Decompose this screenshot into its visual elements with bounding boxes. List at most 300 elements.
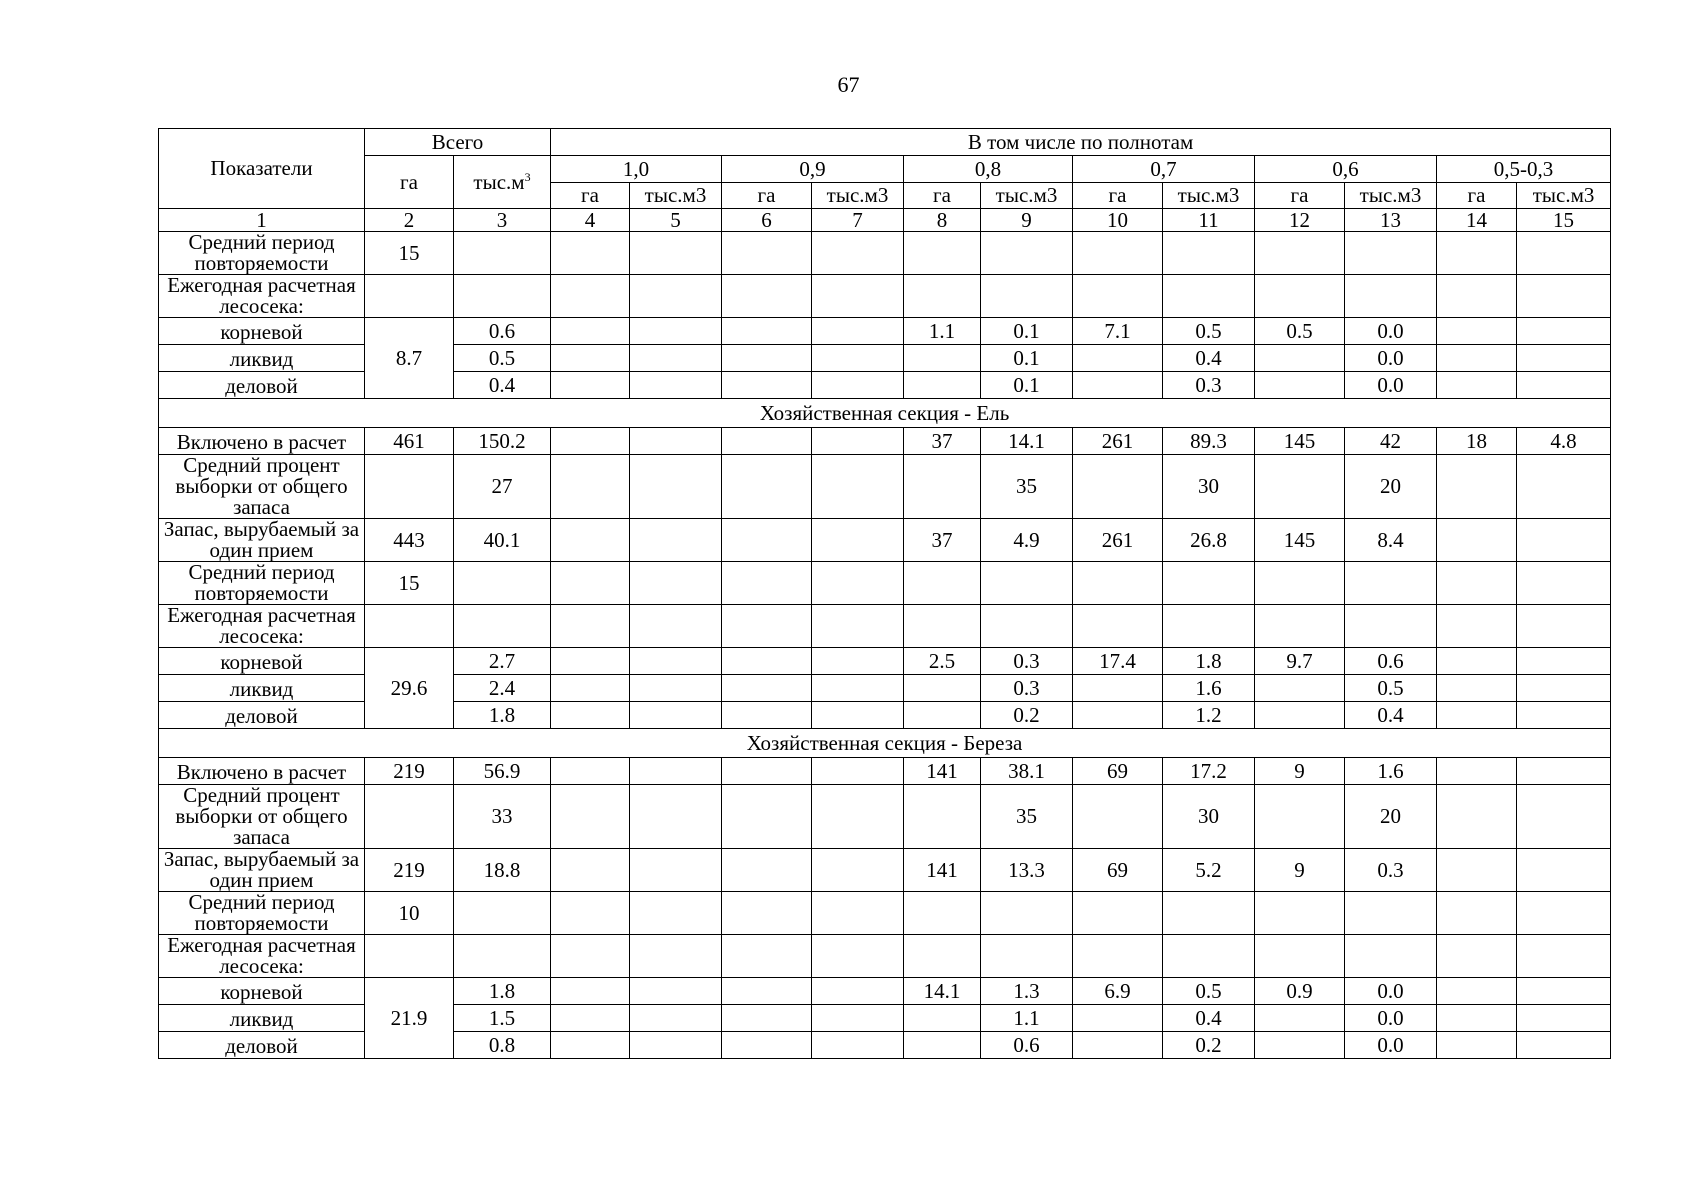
table-cell	[1255, 702, 1345, 729]
table-cell	[454, 275, 551, 318]
table-cell	[1345, 605, 1437, 648]
table-cell: 20	[1345, 455, 1437, 519]
table-cell	[1517, 892, 1611, 935]
table-cell	[551, 372, 630, 399]
table-cell: 261	[1073, 519, 1163, 562]
table-cell: 1.2	[1163, 702, 1255, 729]
column-number: 4	[551, 209, 630, 232]
table-cell	[630, 758, 722, 785]
table-cell	[551, 428, 630, 455]
row-label: ликвид	[159, 345, 365, 372]
table-cell	[904, 1005, 981, 1032]
column-number: 9	[981, 209, 1073, 232]
table-row	[159, 849, 1611, 892]
table-cell	[630, 978, 722, 1005]
header-total-ha: га	[365, 156, 454, 209]
table-cell	[1437, 562, 1517, 605]
table-cell	[630, 232, 722, 275]
table-cell	[904, 605, 981, 648]
header-density: 0,6	[1255, 156, 1437, 183]
table-cell	[812, 562, 904, 605]
column-number: 13	[1345, 209, 1437, 232]
table-cell: 1.6	[1163, 675, 1255, 702]
table-cell: 141	[904, 849, 981, 892]
table-cell	[630, 519, 722, 562]
column-number: 2	[365, 209, 454, 232]
table-cell: 27	[454, 455, 551, 519]
table-cell	[630, 455, 722, 519]
table-cell	[904, 702, 981, 729]
table-cell	[1255, 372, 1345, 399]
row-label: Средний процент выборки от общего запаса	[159, 455, 365, 519]
table-cell	[1517, 232, 1611, 275]
table-cell	[551, 648, 630, 675]
column-numbers-row	[159, 209, 1611, 232]
table-cell: 1.5	[454, 1005, 551, 1032]
header-unit-volume: тыс.м3	[1163, 183, 1255, 209]
table-cell	[551, 318, 630, 345]
table-cell	[551, 758, 630, 785]
table-cell	[1163, 275, 1255, 318]
table-cell	[722, 758, 812, 785]
table-cell	[812, 758, 904, 785]
table-cell	[812, 519, 904, 562]
table-cell	[1517, 935, 1611, 978]
table-cell	[1255, 455, 1345, 519]
column-number: 8	[904, 209, 981, 232]
table-cell	[812, 978, 904, 1005]
table-cell	[630, 785, 722, 849]
table-cell	[1255, 345, 1345, 372]
table-cell	[812, 318, 904, 345]
table-cell	[1255, 605, 1345, 648]
table-cell	[904, 275, 981, 318]
table-cell: 0.6	[1345, 648, 1437, 675]
table-cell	[454, 562, 551, 605]
table-cell: 20	[1345, 785, 1437, 849]
table-cell	[722, 372, 812, 399]
table-cell	[1073, 785, 1163, 849]
table-cell	[1517, 1032, 1611, 1059]
table-cell: 0.3	[1163, 372, 1255, 399]
row-label: деловой	[159, 1032, 365, 1059]
table-cell	[722, 605, 812, 648]
table-cell: 2.5	[904, 648, 981, 675]
header-unit-ha: га	[1255, 183, 1345, 209]
header-density: 1,0	[551, 156, 722, 183]
table-row	[159, 785, 1611, 849]
header-unit-ha: га	[551, 183, 630, 209]
table-cell	[1437, 318, 1517, 345]
table-cell	[1437, 758, 1517, 785]
table-cell	[630, 605, 722, 648]
table-cell	[981, 232, 1073, 275]
table-cell	[1517, 318, 1611, 345]
table-cell	[1517, 455, 1611, 519]
column-number: 3	[454, 209, 551, 232]
table-cell: 69	[1073, 758, 1163, 785]
table-cell	[1517, 372, 1611, 399]
section-title: Хозяйственная секция - Береза	[159, 729, 1611, 758]
table-cell	[551, 275, 630, 318]
table-cell: 0.4	[1163, 1005, 1255, 1032]
table-cell	[1437, 935, 1517, 978]
table-cell: 0.6	[981, 1032, 1073, 1059]
table-cell: 0.2	[981, 702, 1073, 729]
table-cell	[365, 455, 454, 519]
table-cell: 9.7	[1255, 648, 1345, 675]
table-cell: 7.1	[1073, 318, 1163, 345]
table-cell	[904, 935, 981, 978]
table-cell	[981, 605, 1073, 648]
table-cell	[722, 562, 812, 605]
table-cell: 0.1	[981, 345, 1073, 372]
table-cell	[1437, 275, 1517, 318]
table-cell	[1437, 978, 1517, 1005]
table-cell	[1073, 892, 1163, 935]
table-cell: 37	[904, 428, 981, 455]
table-cell: 2.7	[454, 648, 551, 675]
table-cell	[454, 935, 551, 978]
table-cell	[904, 562, 981, 605]
table-cell: 4.8	[1517, 428, 1611, 455]
header-unit-volume: тыс.м3	[981, 183, 1073, 209]
table-cell	[812, 1032, 904, 1059]
table-row	[159, 428, 1611, 455]
table-cell	[1073, 562, 1163, 605]
table-row	[159, 758, 1611, 785]
table-cell: 18.8	[454, 849, 551, 892]
table-cell	[1437, 648, 1517, 675]
table-cell	[551, 1032, 630, 1059]
table-cell	[812, 785, 904, 849]
table-cell: 0.0	[1345, 345, 1437, 372]
table-cell: 0.3	[981, 675, 1073, 702]
table-cell	[630, 935, 722, 978]
table-cell	[1437, 849, 1517, 892]
cutting-area-table	[158, 128, 1611, 1059]
table-cell	[630, 675, 722, 702]
table-cell: 145	[1255, 428, 1345, 455]
table-cell	[365, 785, 454, 849]
row-label: корневой	[159, 978, 365, 1005]
table-cell	[551, 785, 630, 849]
table-cell	[630, 1032, 722, 1059]
table-row	[159, 562, 1611, 605]
table-cell	[722, 318, 812, 345]
table-cell	[1163, 892, 1255, 935]
table-cell	[904, 1032, 981, 1059]
table-cell: 14.1	[904, 978, 981, 1005]
table-cell	[981, 935, 1073, 978]
header-unit-ha: га	[722, 183, 812, 209]
total-ha-cell: 29.6	[365, 648, 454, 729]
column-number: 11	[1163, 209, 1255, 232]
table-cell	[1255, 675, 1345, 702]
total-ha-cell: 8.7	[365, 318, 454, 399]
table-cell: 40.1	[454, 519, 551, 562]
table-cell: 0.0	[1345, 978, 1437, 1005]
table-cell: 0.5	[1345, 675, 1437, 702]
header-density: 0,8	[904, 156, 1073, 183]
table-cell	[722, 455, 812, 519]
table-cell: 141	[904, 758, 981, 785]
table-cell	[812, 1005, 904, 1032]
table-cell	[904, 345, 981, 372]
table-row	[159, 275, 1611, 318]
table-cell: 1.3	[981, 978, 1073, 1005]
table-cell	[812, 455, 904, 519]
table-cell	[1437, 892, 1517, 935]
header-unit-volume: тыс.м3	[630, 183, 722, 209]
row-label: Ежегодная расчетная лесосека:	[159, 605, 365, 648]
table-cell: 8.4	[1345, 519, 1437, 562]
table-cell	[630, 648, 722, 675]
table-cell: 6.9	[1073, 978, 1163, 1005]
header-indicators: Показатели	[159, 129, 365, 209]
table-cell	[1163, 935, 1255, 978]
table-row	[159, 605, 1611, 648]
table-cell: 9	[1255, 758, 1345, 785]
table-cell	[1517, 849, 1611, 892]
header-unit-ha: га	[1073, 183, 1163, 209]
table-cell	[630, 702, 722, 729]
table-cell: 89.3	[1163, 428, 1255, 455]
table-cell	[551, 849, 630, 892]
table-cell	[630, 275, 722, 318]
table-cell: 17.2	[1163, 758, 1255, 785]
table-cell	[1437, 702, 1517, 729]
row-label: Запас, вырубаемый за один прием	[159, 849, 365, 892]
section-header-row	[159, 399, 1611, 428]
column-number: 10	[1073, 209, 1163, 232]
table-cell	[1437, 345, 1517, 372]
table-cell: 261	[1073, 428, 1163, 455]
table-cell	[812, 892, 904, 935]
table-cell	[722, 428, 812, 455]
table-cell	[1345, 275, 1437, 318]
table-cell: 150.2	[454, 428, 551, 455]
table-cell: 15	[365, 562, 454, 605]
table-cell	[722, 785, 812, 849]
table-cell	[551, 978, 630, 1005]
table-cell: 0.2	[1163, 1032, 1255, 1059]
table-cell	[630, 428, 722, 455]
table-cell	[1517, 562, 1611, 605]
table-cell: 37	[904, 519, 981, 562]
table-cell	[722, 978, 812, 1005]
table-cell	[1073, 605, 1163, 648]
table-cell	[1255, 935, 1345, 978]
table-cell	[630, 318, 722, 345]
table-cell: 2.4	[454, 675, 551, 702]
table-row	[159, 232, 1611, 275]
table-cell	[1437, 455, 1517, 519]
table-cell	[1517, 648, 1611, 675]
column-number: 12	[1255, 209, 1345, 232]
table-cell: 0.0	[1345, 318, 1437, 345]
row-label: деловой	[159, 702, 365, 729]
table-cell	[1437, 372, 1517, 399]
table-cell: 4.9	[981, 519, 1073, 562]
row-label: Средний период повторяемости	[159, 892, 365, 935]
column-number: 5	[630, 209, 722, 232]
table-cell: 38.1	[981, 758, 1073, 785]
header-unit-volume: тыс.м3	[812, 183, 904, 209]
table-cell	[1345, 232, 1437, 275]
table-cell	[1517, 275, 1611, 318]
header-including: В том числе по полнотам	[551, 129, 1611, 156]
table-cell: 1.1	[904, 318, 981, 345]
table-cell	[812, 849, 904, 892]
table-cell	[551, 455, 630, 519]
table-row	[159, 935, 1611, 978]
table-cell	[551, 935, 630, 978]
table-cell	[1517, 675, 1611, 702]
table-cell	[1255, 275, 1345, 318]
table-cell: 15	[365, 232, 454, 275]
column-number: 6	[722, 209, 812, 232]
table-cell	[812, 275, 904, 318]
row-label: Включено в расчет	[159, 428, 365, 455]
table-cell	[1255, 785, 1345, 849]
table-cell	[1437, 675, 1517, 702]
table-cell	[630, 892, 722, 935]
table-row	[159, 519, 1611, 562]
table-cell: 0.4	[1163, 345, 1255, 372]
table-cell	[722, 275, 812, 318]
table-cell	[1073, 275, 1163, 318]
table-cell: 5.2	[1163, 849, 1255, 892]
table-cell	[1517, 978, 1611, 1005]
table-cell	[1255, 892, 1345, 935]
table-cell	[1255, 232, 1345, 275]
row-label: Средний период повторяемости	[159, 562, 365, 605]
table-cell	[812, 605, 904, 648]
header-density: 0,9	[722, 156, 904, 183]
table-cell: 0.0	[1345, 372, 1437, 399]
table-cell: 13.3	[981, 849, 1073, 892]
table-cell	[1255, 1005, 1345, 1032]
table-cell	[1437, 519, 1517, 562]
table-cell	[812, 372, 904, 399]
column-number: 15	[1517, 209, 1611, 232]
table-cell	[1073, 1005, 1163, 1032]
table-cell	[981, 562, 1073, 605]
row-label: корневой	[159, 648, 365, 675]
table-cell: 0.6	[454, 318, 551, 345]
header-unit-volume: тыс.м3	[1517, 183, 1611, 209]
table-cell	[1163, 562, 1255, 605]
table-cell: 10	[365, 892, 454, 935]
header-unit-volume: тыс.м3	[1345, 183, 1437, 209]
table-cell	[1073, 935, 1163, 978]
table-cell	[551, 702, 630, 729]
table-cell: 0.1	[981, 372, 1073, 399]
table-cell	[812, 702, 904, 729]
table-cell	[551, 562, 630, 605]
table-cell	[904, 232, 981, 275]
table-cell	[365, 605, 454, 648]
row-label: Ежегодная расчетная лесосека:	[159, 935, 365, 978]
table-cell	[1345, 935, 1437, 978]
table-cell	[365, 275, 454, 318]
table-cell	[722, 648, 812, 675]
table-cell	[1073, 702, 1163, 729]
table-cell	[630, 1005, 722, 1032]
table-cell	[812, 428, 904, 455]
table-cell	[722, 345, 812, 372]
table-cell	[812, 232, 904, 275]
page-number: 67	[837, 72, 860, 97]
table-cell	[1163, 605, 1255, 648]
table-cell: 42	[1345, 428, 1437, 455]
column-number: 1	[159, 209, 365, 232]
table-cell: 56.9	[454, 758, 551, 785]
table-cell: 33	[454, 785, 551, 849]
table-cell	[722, 935, 812, 978]
table-cell: 1.8	[454, 978, 551, 1005]
table-cell	[722, 1005, 812, 1032]
table-cell	[1517, 785, 1611, 849]
row-label: Средний процент выборки от общего запаса	[159, 785, 365, 849]
header-density: 0,5-0,3	[1437, 156, 1611, 183]
table-cell	[904, 455, 981, 519]
table-cell	[812, 675, 904, 702]
table-cell	[812, 935, 904, 978]
table-cell: 35	[981, 455, 1073, 519]
header-total-volume: $тыс.м^3$	[454, 156, 551, 209]
table-cell	[551, 1005, 630, 1032]
table-cell	[1517, 1005, 1611, 1032]
table-cell	[630, 562, 722, 605]
table-cell: 35	[981, 785, 1073, 849]
table-cell	[1073, 675, 1163, 702]
table-cell: 14.1	[981, 428, 1073, 455]
table-cell	[981, 275, 1073, 318]
table-cell	[904, 785, 981, 849]
row-label: Средний период повторяемости	[159, 232, 365, 275]
table-row	[159, 455, 1611, 519]
table-cell: 0.4	[454, 372, 551, 399]
table-cell	[812, 345, 904, 372]
header-total: Всего	[365, 129, 551, 156]
table-cell: 0.3	[1345, 849, 1437, 892]
column-number: 7	[812, 209, 904, 232]
table-cell	[722, 702, 812, 729]
table-cell	[551, 605, 630, 648]
table-cell	[1437, 1032, 1517, 1059]
row-label: ликвид	[159, 675, 365, 702]
table-cell	[1073, 345, 1163, 372]
table-row	[159, 648, 1611, 675]
table-cell	[1517, 519, 1611, 562]
table-cell	[1517, 345, 1611, 372]
table-cell	[551, 519, 630, 562]
table-cell: 1.6	[1345, 758, 1437, 785]
table-cell: 1.1	[981, 1005, 1073, 1032]
table-cell	[904, 892, 981, 935]
table-cell	[722, 519, 812, 562]
table-cell: 1.8	[1163, 648, 1255, 675]
table-cell: 0.0	[1345, 1005, 1437, 1032]
table-row	[159, 978, 1611, 1005]
row-label: Запас, вырубаемый за один прием	[159, 519, 365, 562]
table-cell: 18	[1437, 428, 1517, 455]
table-cell	[454, 605, 551, 648]
table-cell	[1517, 702, 1611, 729]
table-cell: 0.5	[1255, 318, 1345, 345]
